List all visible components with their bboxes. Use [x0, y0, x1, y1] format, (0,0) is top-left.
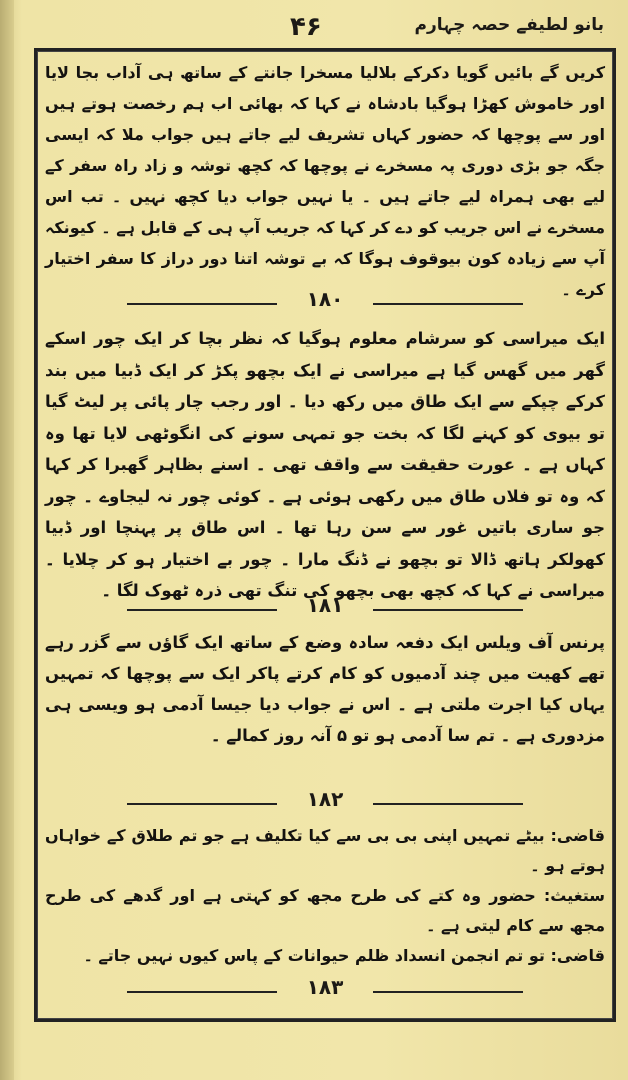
divider-line-right [373, 803, 523, 805]
page-number: ۴۶ [290, 12, 322, 42]
divider-line-right [373, 991, 523, 993]
joke-number-180: ۱۸۰ [306, 287, 344, 311]
divider-line-right [373, 609, 523, 611]
dialogue-line-qazi-1 [45, 821, 605, 881]
dialogue-line-qazi-2 [45, 941, 605, 971]
speaker-label: ستغیث: [543, 886, 605, 905]
joke-number-182: ۱۸۲ [306, 787, 344, 811]
joke-180-text: ایک میراسی کو سرشام معلوم ہوگیا کہ نظر بچا کر ایک چور اسکے گھر میں گھس گیا ہے میراسی نے ایک بچھو پکڑ کر ایک ڈبیا میں بند کرکے چپکے سے ایک طاق میں رکھ دیا ۔ اور رجب چار پائی پر لیٹ گیا تو بیوی کو کہنے لگا کہ بخت جو تمہی سونے کی انگوٹھی لایا تھا وہ کہاں ہے ۔ عورت حقیقت سے واقف تھی ۔ اسنے بظاہر گھبرا کر کہا کہ وہ تو فلاں طاق میں رکھی ہوئی ہے ۔ کوئی چور نہ لیجاوے ۔ چور جو ساری باتیں غور سے سن رہا تھا ۔ اس طاق پر پہنچا اور ڈبیا کھولکر ہاتھ ڈالا تو بچھو نے ڈنگ مارا ۔ چور بے اختیار ہو کر چلایا ۔ میراسی نے کہا کہ کچھ بھی بچھو کی تنگ تھی ذرہ ٹھوک لگا ۔ [45, 329, 605, 600]
joke-number-181: ۱۸۱ [306, 593, 344, 617]
divider-line-right [373, 303, 523, 305]
dialogue-line-plaintiff [45, 881, 605, 941]
joke-number-183: ۱۸۳ [306, 975, 344, 999]
speaker-label: قاضی: [550, 826, 605, 845]
page-header [0, 12, 628, 52]
divider-line-left [127, 303, 277, 305]
divider-line-left [127, 991, 277, 993]
divider-183 [87, 975, 563, 1001]
text-frame [34, 48, 616, 1022]
divider-180 [87, 287, 563, 313]
dialogue-text: تو تم انجمن انسداد ظلم حیوانات کے پاس کیوں نہیں جاتے ۔ [83, 946, 545, 965]
divider-line-left [127, 803, 277, 805]
running-title: بانو لطیفے حصہ چہارم [414, 15, 604, 35]
book-gutter [0, 0, 14, 1080]
joke-181-text: پرنس آف ویلس ایک دفعہ سادہ وضع کے ساتھ ایک گاؤں سے گزر رہے تھے کھیت میں چند آدمیوں کو کام کرتے پاکر ایک سے پوچھا کہ تمہیں یہاں کیا اجرت ملتی ہے ۔ اس نے جواب دیا جیسا آدمی ہو ویسی ہی مزدوری ہے ۔ تم سا آدمی ہو تو ۵ آنہ روز کمالے ۔ [45, 633, 605, 745]
joke-182-dialogue [45, 821, 605, 971]
divider-181 [87, 593, 563, 619]
divider-182 [87, 787, 563, 813]
joke-179-text: کریں گے بائیں گویا دکرکے بلالیا مسخرا جانتے کے ساتھ ہی آداب بجا لایا اور خاموش کھڑا ہوگیا بادشاہ نے کہا کہ بھائی اب ہم رخصت ہوتے ہیں اور سے پوچھا کہ حضور کہاں تشریف لیے جاتے ہیں جواب ملا کہ ایسی جگہ جو بڑی دوری پہ مسخرے نے پوچھا کہ کچھ توشہ و زاد راہ سفر کے لیے بھی ہمراہ لیے جاتے ہیں ۔ یا نہیں جواب دیا کچھ نہیں ۔ تب اس مسخرے نے اس جریب کو دے کر کہا کہ جریب آپ ہی کے قابل ہے ۔ کیونکہ آپ سے زیادہ کون بیوقوف ہوگا کہ بے توشہ اتنا دور دراز کا سفر اختیار کرے ۔ [45, 63, 605, 299]
divider-line-left [127, 609, 277, 611]
speaker-label: قاضی: [550, 946, 605, 965]
dialogue-text: بیٹے تمہیں اپنی بی بی سے کیا تکلیف ہے جو تم طلاق کے خواہاں ہوتے ہو ۔ [45, 826, 605, 875]
dialogue-text: حضور وہ کتے کی طرح مجھ کو کہتی ہے اور گدھے کی طرح مجھ سے کام لیتی ہے ۔ [45, 886, 605, 935]
